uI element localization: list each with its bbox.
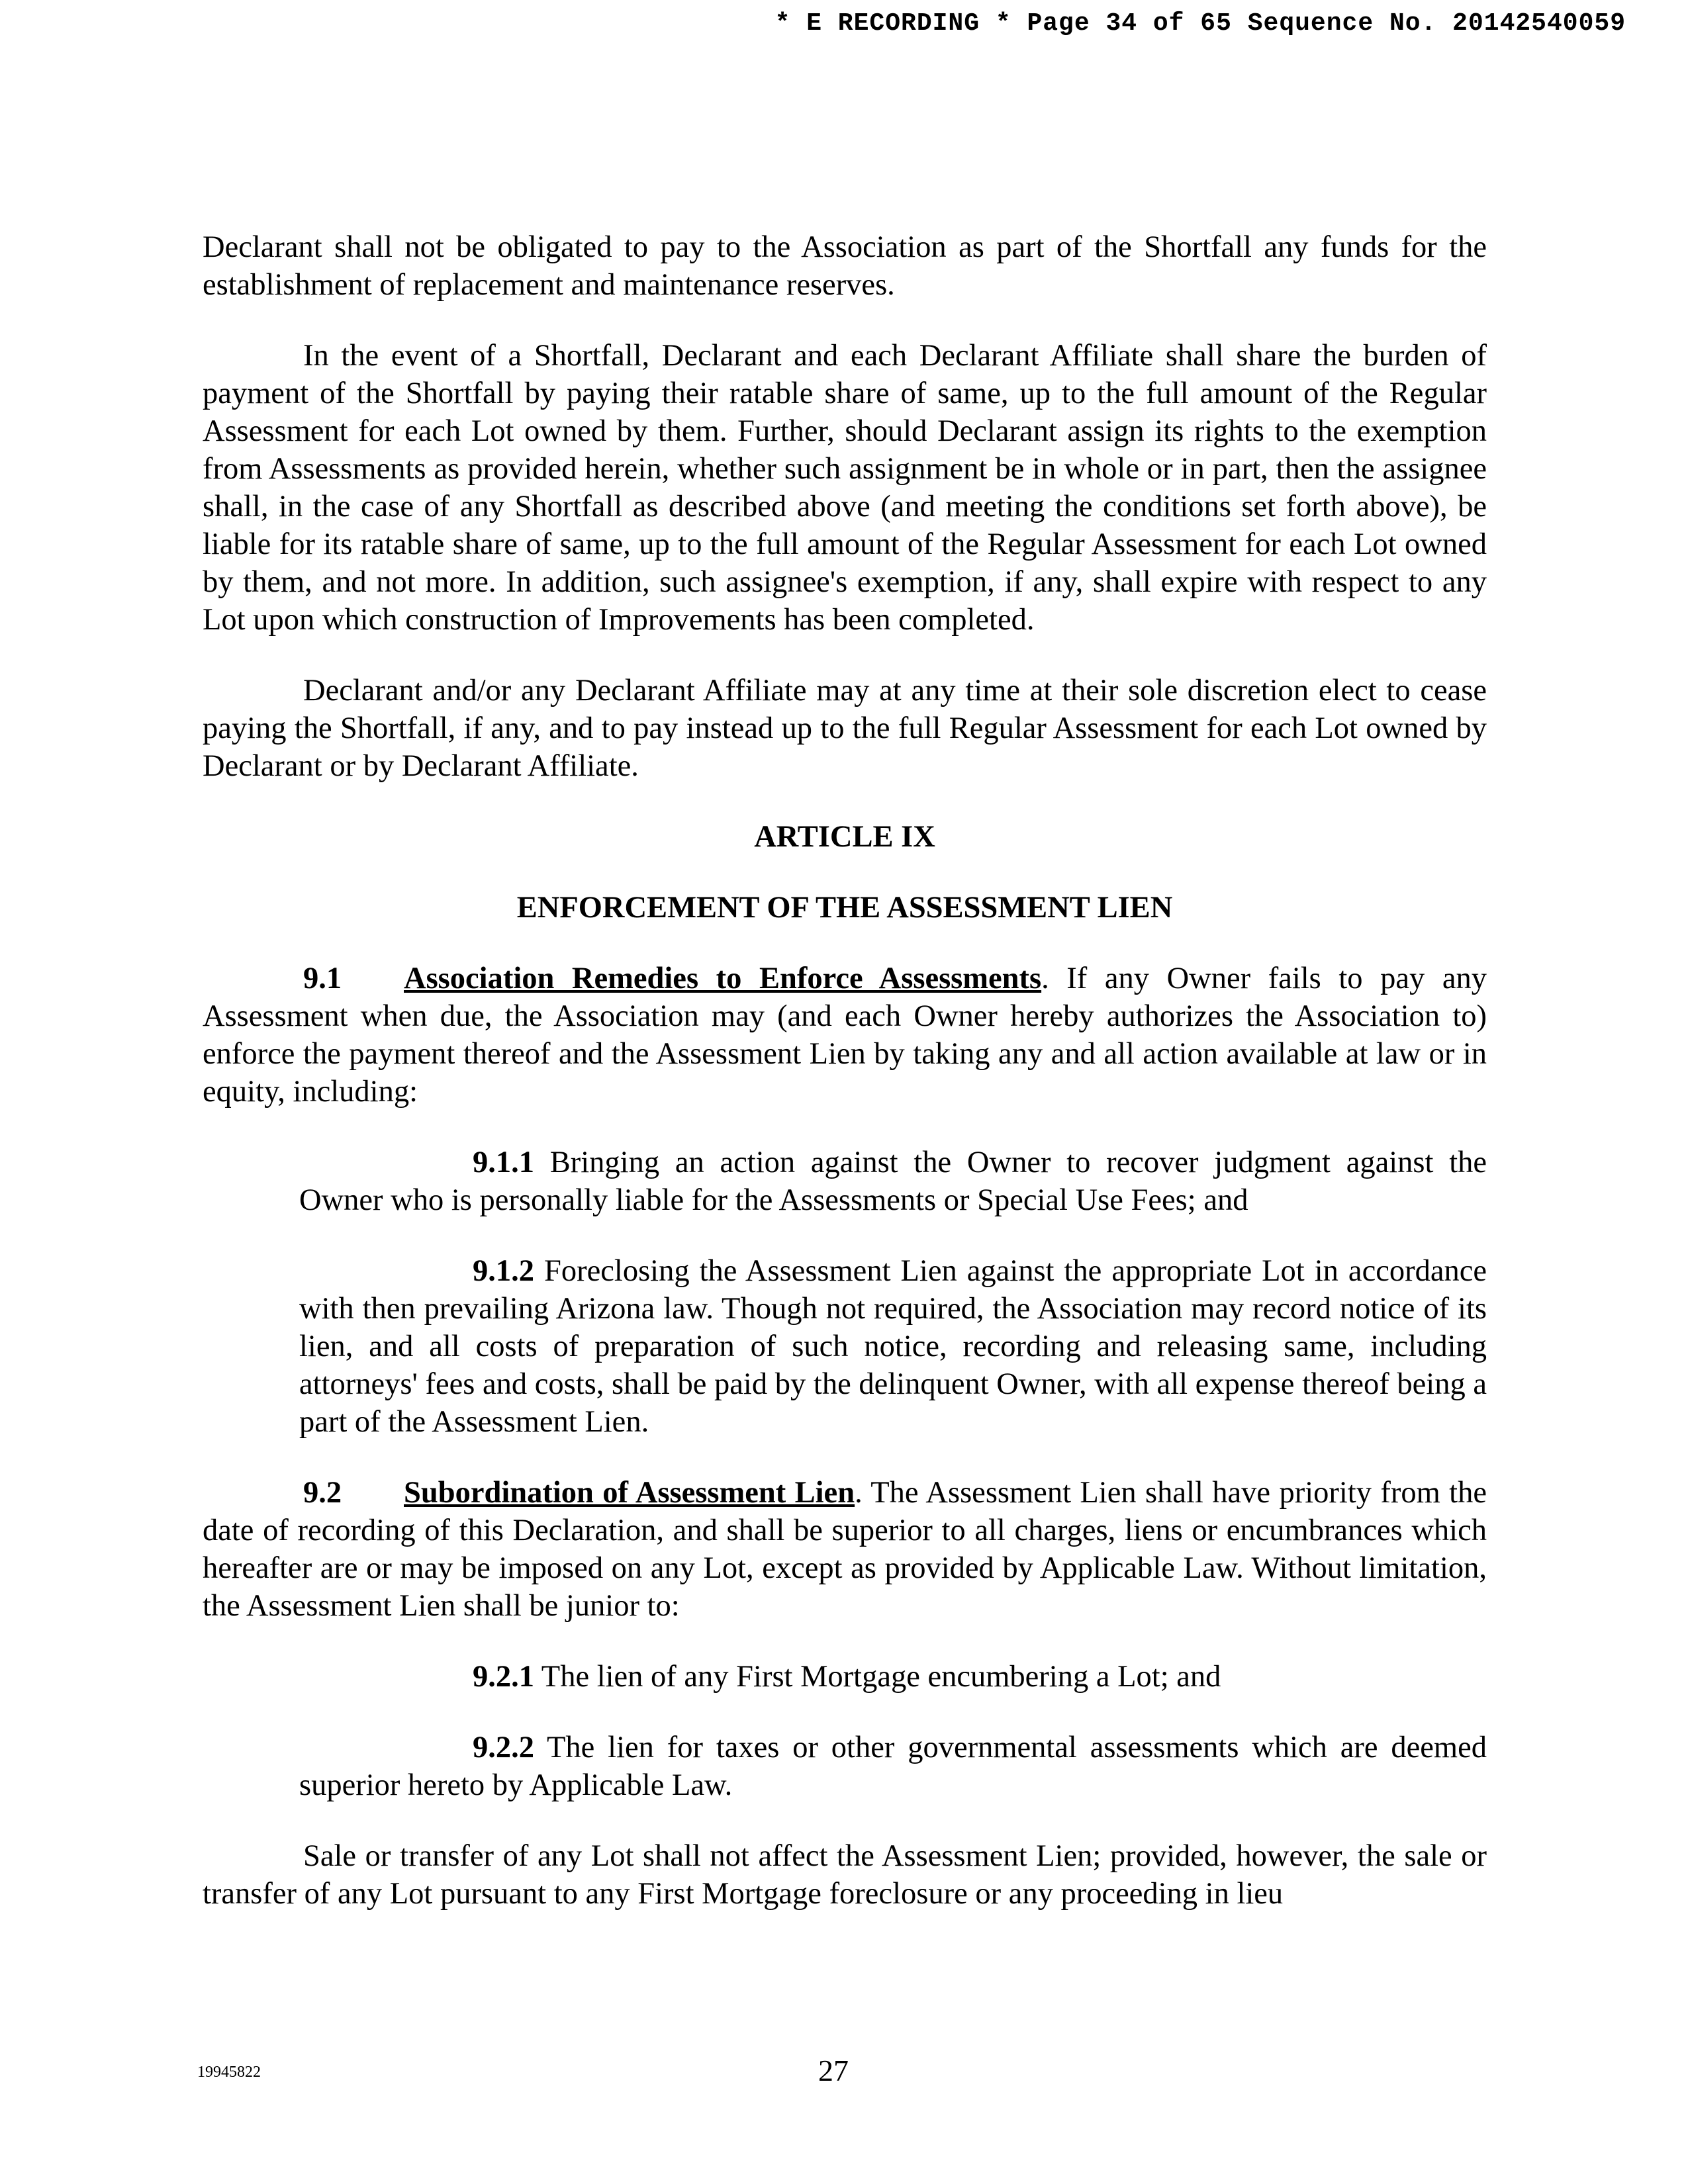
section-title: Subordination of Assessment Lien <box>404 1476 855 1510</box>
section-9-1 <box>203 960 1487 1111</box>
subsection-9-1-2 <box>299 1252 1487 1441</box>
subsection-number: 9.1.2 <box>473 1254 534 1288</box>
subsection-9-2-2 <box>299 1729 1487 1804</box>
subsection-text: Bringing an action against the Owner to recover judgment against the Owner who is personally liable for the Assessments or Special Use Fees; and <box>299 1146 1487 1217</box>
paragraph-reserves: Declarant shall not be obligated to pay to the Association as part of the Shortfall any funds for the establishment of replacement and maintenance reserves. <box>203 230 1487 302</box>
section-text: . The Assessment Lien shall have priority from the date of recording of this Declaration, and shall be superior to all charges, liens or encumbrances which hereafter are or may be imposed on any Lot, except as provided by Applicable Law. Without limitation, the Assessment Lien shall be junior to: <box>203 1476 1487 1623</box>
section-title: Association Remedies to Enforce Assessments <box>404 962 1042 995</box>
subsection-text: The lien for taxes or other governmental assessments which are deemed superior hereto by Applicable Law. <box>299 1731 1487 1802</box>
paragraph-cease-paying: Declarant and/or any Declarant Affiliate may at any time at their sole discretion elect to cease paying the Shortfall, if any, and to pay instead up to the full Regular Assessment for each Lot owned by Declarant or by Declarant Affiliate. <box>203 674 1487 783</box>
article-heading: ARTICLE IX <box>754 820 935 854</box>
document-body <box>203 228 1487 1946</box>
subsection-number: 9.2.1 <box>473 1660 534 1694</box>
paragraph-sale-transfer: Sale or transfer of any Lot shall not affect the Assessment Lien; provided, however, the sale or transfer of any Lot pursuant to any First Mortgage foreclosure or any proceeding in lieu <box>203 1839 1487 1911</box>
section-9-2 <box>203 1474 1487 1625</box>
subsection-9-2-1 <box>299 1658 1487 1696</box>
section-number: 9.1 <box>303 962 342 995</box>
paragraph-shortfall: In the event of a Shortfall, Declarant and each Declarant Affiliate shall share the burden of payment of the Shortfall by paying their ratable share of same, up to the full amount of the Regular Assessment for each Lot owned by them. Further, should Declarant assign its rights to the exemption from Assessments as provided herein, whether such assignment be in whole or in part, then the assignee shall, in the case of any Shortfall as described above (and meeting the conditions set forth above), be liable for its ratable share of same, up to the full amount of the Regular Assessment for each Lot owned by them, and not more. In addition, such assignee's exemption, if any, shall expire with respect to any Lot upon which construction of Improvements has been completed. <box>203 339 1487 637</box>
section-number: 9.2 <box>303 1476 342 1510</box>
page-number: 27 <box>818 2054 849 2087</box>
subsection-9-1-1 <box>299 1144 1487 1219</box>
subsection-text: Foreclosing the Assessment Lien against the appropriate Lot in accordance with then prevailing Arizona law. Though not required, the Association may record notice of its lien, and all costs of preparation of such notice, recording and releasing same, including attorneys' fees and costs, shall be paid by the delinquent Owner, with all expense thereof being a part of the Assessment Lien. <box>299 1254 1487 1439</box>
section-text: . If any Owner fails to pay any Assessment when due, the Association may (and each Owner hereby authorizes the Association to) enforce the payment thereof and the Assessment Lien by taking any and all action available at law or in equity, including: <box>203 962 1487 1109</box>
article-title: ENFORCEMENT OF THE ASSESSMENT LIEN <box>516 891 1173 925</box>
recording-stamp: * E RECORDING * Page 34 of 65 Sequence No. 20142540059 <box>774 9 1626 38</box>
subsection-text: The lien of any First Mortgage encumbering a Lot; and <box>534 1660 1221 1694</box>
subsection-number: 9.1.1 <box>473 1146 534 1179</box>
document-id: 19945822 <box>197 2064 261 2081</box>
subsection-number: 9.2.2 <box>473 1731 534 1764</box>
